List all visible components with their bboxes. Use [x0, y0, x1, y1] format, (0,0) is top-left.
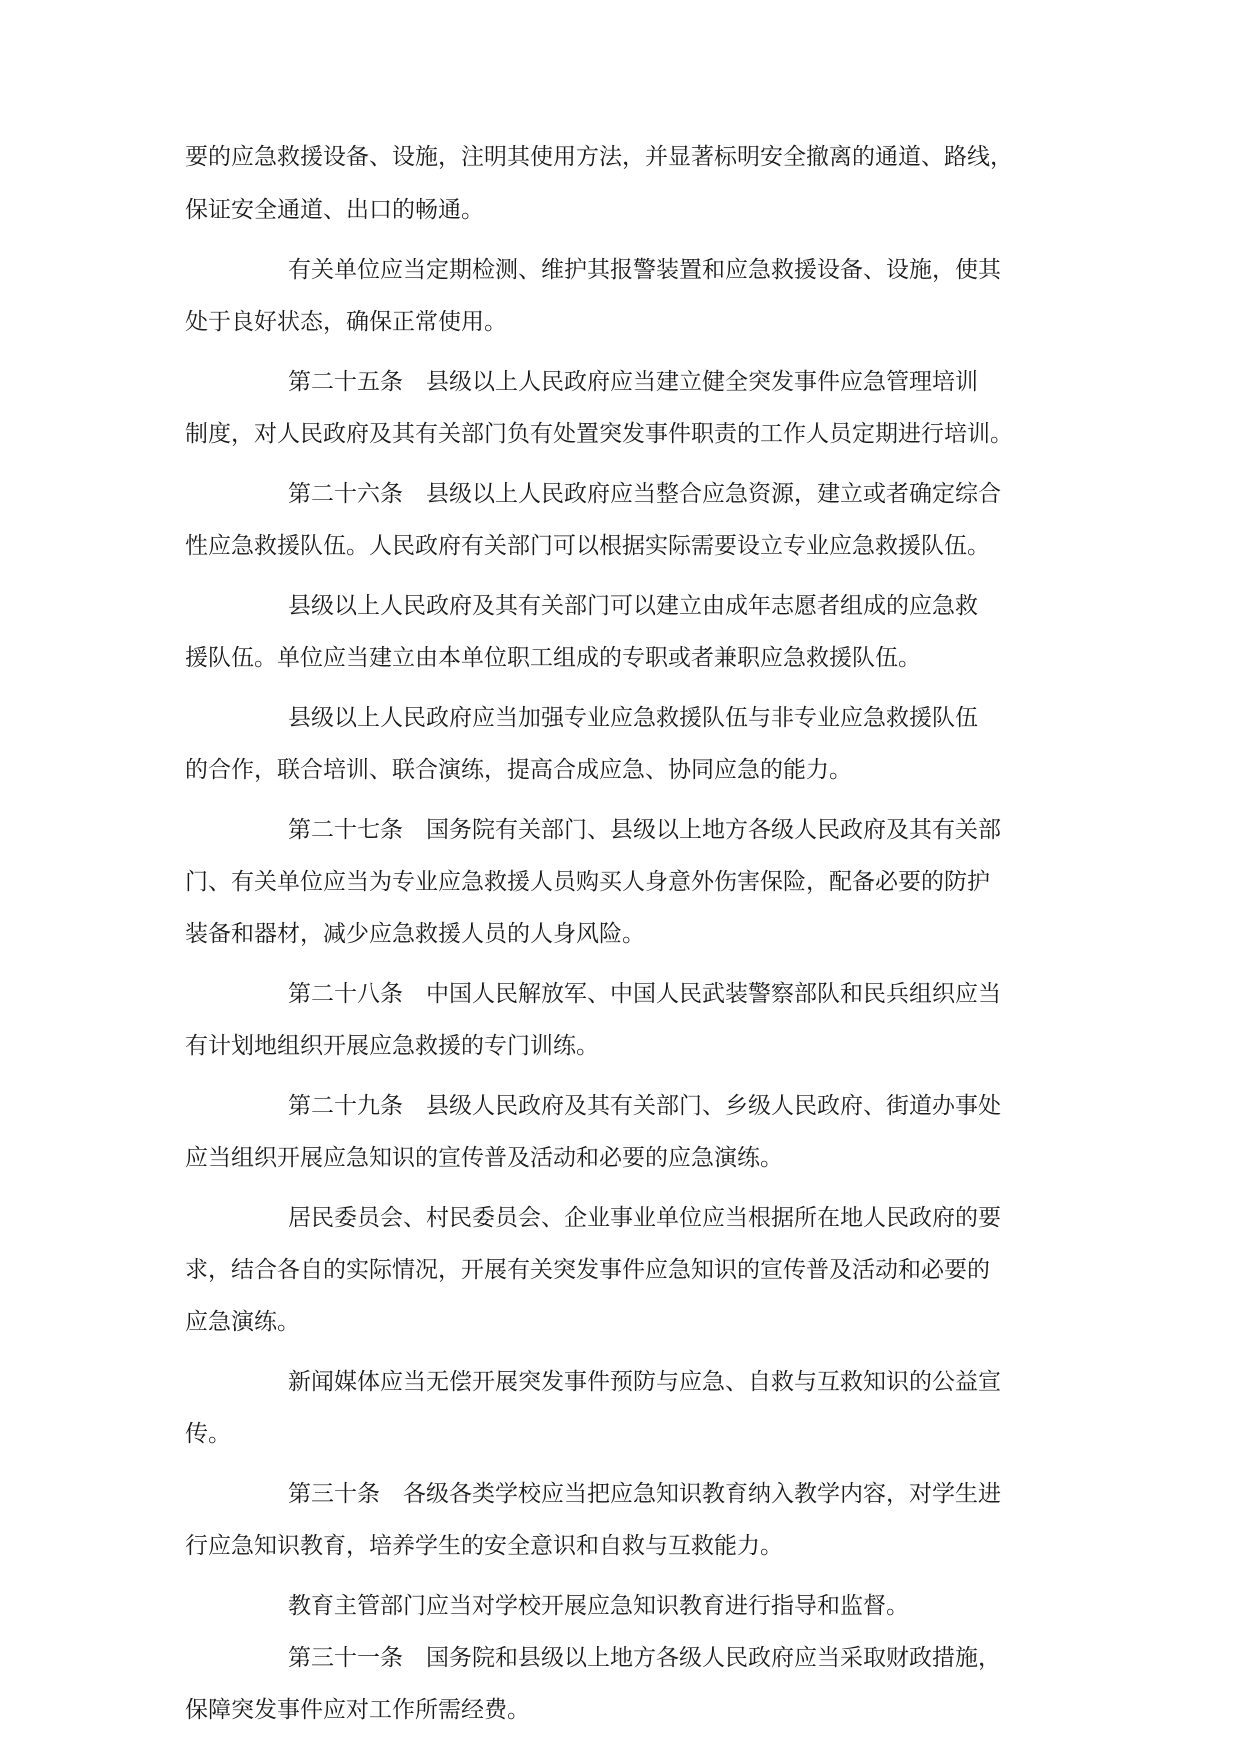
- article-26-heading: 第二十六条 县级以上人民政府应当整合应急资源，建立或者确定综合: [288, 481, 1001, 507]
- paragraph-start: 教育主管部门应当对学校开展应急知识教育进行指导和监督。: [288, 1593, 909, 1619]
- article-31-heading: 第三十一条 国务院和县级以上地方各级人民政府应当采取财政措施，: [288, 1645, 1001, 1671]
- text-line: 传。: [185, 1421, 231, 1447]
- paragraph-start: 新闻媒体应当无偿开展突发事件预防与应急、自救与互救知识的公益宣: [288, 1369, 1001, 1395]
- paragraph-start: 居民委员会、村民委员会、企业事业单位应当根据所在地人民政府的要: [288, 1205, 1001, 1231]
- paragraph-start: 县级以上人民政府应当加强专业应急救援队伍与非专业应急救援队伍: [288, 705, 978, 731]
- text-line: 行应急知识教育，培养学生的安全意识和自救与互救能力。: [185, 1533, 783, 1559]
- article-28-heading: 第二十八条 中国人民解放军、中国人民武装警察部队和民兵组织应当: [288, 981, 1001, 1007]
- text-line: 应急演练。: [185, 1309, 300, 1335]
- article-25-heading: 第二十五条 县级以上人民政府应当建立健全突发事件应急管理培训: [288, 369, 978, 395]
- article-27-heading: 第二十七条 国务院有关部门、县级以上地方各级人民政府及其有关部: [288, 817, 1001, 843]
- text-line: 有计划地组织开展应急救援的专门训练。: [185, 1033, 599, 1059]
- text-line: 处于良好状态，确保正常使用。: [185, 309, 507, 335]
- article-29-heading: 第二十九条 县级人民政府及其有关部门、乡级人民政府、街道办事处: [288, 1093, 1001, 1119]
- paragraph-start: 县级以上人民政府及其有关部门可以建立由成年志愿者组成的应急救: [288, 593, 978, 619]
- text-line: 门、有关单位应当为专业应急救援人员购买人身意外伤害保险，配备必要的防护: [185, 869, 990, 895]
- text-line: 装备和器材，减少应急救援人员的人身风险。: [185, 921, 645, 947]
- text-line: 制度，对人民政府及其有关部门负有处置突发事件职责的工作人员定期进行培训。: [185, 421, 1013, 447]
- text-line: 求，结合各自的实际情况，开展有关突发事件应急知识的宣传普及活动和必要的: [185, 1257, 990, 1283]
- text-line: 保证安全通道、出口的畅通。: [185, 197, 484, 223]
- text-line: 性应急救援队伍。人民政府有关部门可以根据实际需要设立专业应急救援队伍。: [185, 533, 990, 559]
- text-line: 要的应急救援设备、设施，注明其使用方法，并显著标明安全撤离的通道、路线，: [185, 144, 1013, 170]
- text-line: 应当组织开展应急知识的宣传普及活动和必要的应急演练。: [185, 1145, 783, 1171]
- text-line: 保障突发事件应对工作所需经费。: [185, 1697, 530, 1723]
- paragraph-start: 有关单位应当定期检测、维护其报警装置和应急救援设备、设施，使其: [288, 257, 1001, 283]
- article-30-heading: 第三十条 各级各类学校应当把应急知识教育纳入教学内容，对学生进: [288, 1481, 1001, 1507]
- text-line: 的合作，联合培训、联合演练，提高合成应急、协同应急的能力。: [185, 757, 852, 783]
- text-line: 援队伍。单位应当建立由本单位职工组成的专职或者兼职应急救援队伍。: [185, 645, 921, 671]
